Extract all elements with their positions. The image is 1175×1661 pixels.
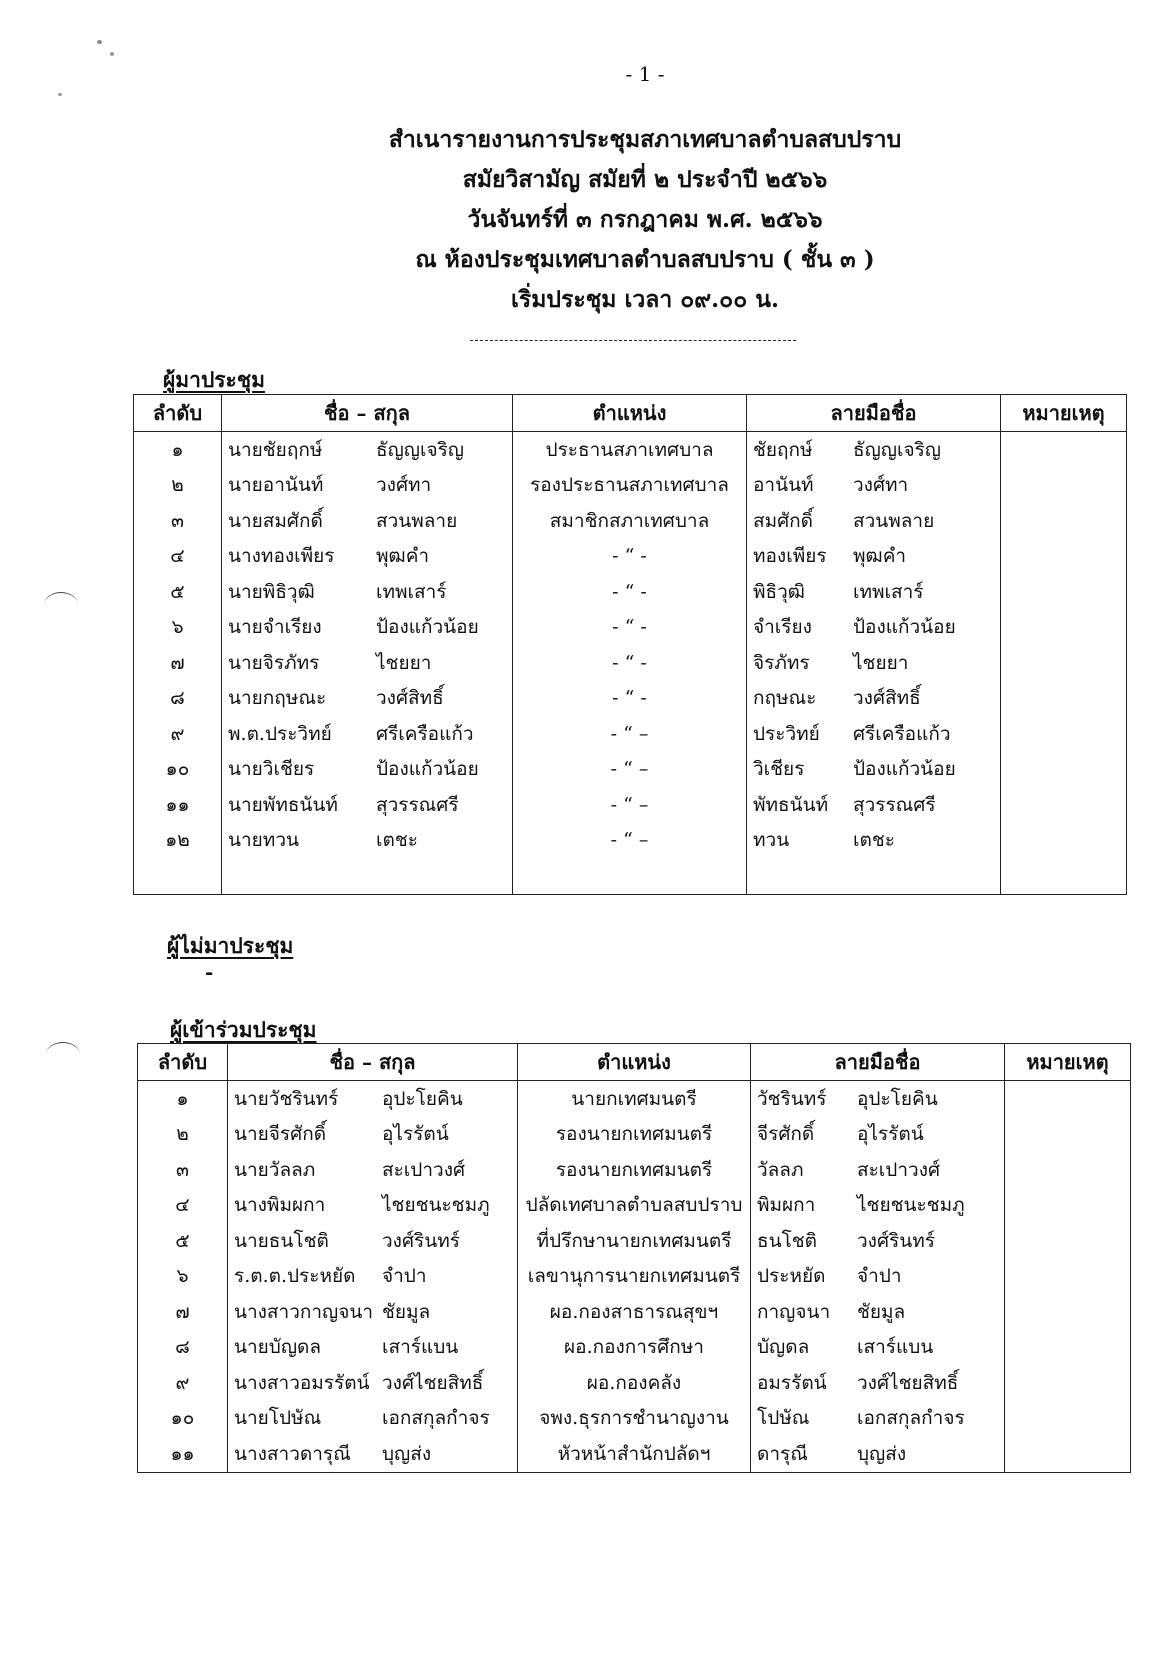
signature-last: สวนพลาย bbox=[853, 509, 935, 532]
table-row bbox=[134, 716, 1127, 752]
full-name-last: เอกสกุลกำจร bbox=[382, 1407, 490, 1430]
table-header-row bbox=[134, 395, 1127, 432]
signature bbox=[751, 1401, 1005, 1437]
full-name bbox=[222, 574, 513, 610]
remark bbox=[1005, 1223, 1131, 1259]
full-name bbox=[228, 1401, 518, 1437]
signature-first: บัญดล bbox=[757, 1336, 810, 1359]
row-number: ๕ bbox=[138, 1223, 228, 1259]
table-row bbox=[138, 1401, 1131, 1437]
full-name-last: อุไรรัตน์ bbox=[382, 1123, 449, 1146]
full-name-last: ชัยมูล bbox=[382, 1300, 431, 1323]
row-number: ๓ bbox=[138, 1152, 228, 1188]
scan-speck bbox=[58, 93, 62, 96]
full-name-last: เสาร์แบน bbox=[382, 1336, 459, 1359]
full-name-last: พุฒคำ bbox=[376, 545, 430, 568]
full-name-first: นายทวน bbox=[228, 829, 299, 852]
table-row-blank bbox=[134, 858, 1127, 894]
table-header-row bbox=[138, 1044, 1131, 1081]
signature-first: จำเรียง bbox=[753, 616, 812, 639]
position: - “ - bbox=[513, 681, 747, 717]
table-row bbox=[138, 1223, 1131, 1259]
full-name bbox=[228, 1330, 518, 1366]
full-name-first: นายพัทธนันท์ bbox=[228, 793, 338, 816]
participants-title: ผู้เข้าร่วมประชุม bbox=[170, 1017, 317, 1042]
signature bbox=[751, 1152, 1005, 1188]
signature bbox=[747, 432, 1001, 468]
blank-cell bbox=[513, 858, 747, 894]
signature-last: เอกสกุลกำจร bbox=[857, 1407, 965, 1430]
remark bbox=[1005, 1117, 1131, 1153]
full-name-first: พ.ต.ประวิทย์ bbox=[228, 722, 332, 745]
position: - “ - bbox=[513, 645, 747, 681]
signature-last: วงศ์สิทธิ์ bbox=[853, 687, 921, 710]
row-number: ๙ bbox=[138, 1365, 228, 1401]
full-name bbox=[222, 468, 513, 504]
signature bbox=[747, 574, 1001, 610]
full-name-last: เตชะ bbox=[376, 829, 418, 852]
remark bbox=[1005, 1365, 1131, 1401]
table-row bbox=[138, 1365, 1131, 1401]
signature-last: สะเปาวงศ์ bbox=[857, 1158, 941, 1181]
full-name-last: ศรีเครือแก้ว bbox=[376, 722, 474, 745]
signature bbox=[747, 539, 1001, 575]
signature-first: ดารุณี bbox=[757, 1442, 808, 1465]
full-name bbox=[228, 1259, 518, 1295]
full-name-first: ร.ต.ต.ประหยัด bbox=[234, 1265, 356, 1288]
remark bbox=[1001, 574, 1127, 610]
signature-first: วัลลภ bbox=[757, 1158, 804, 1181]
remark bbox=[1001, 787, 1127, 823]
full-name-first: นางพิมผกา bbox=[234, 1194, 326, 1217]
remark bbox=[1005, 1330, 1131, 1366]
full-name-first: นายจำเรียง bbox=[228, 616, 322, 639]
full-name bbox=[228, 1081, 518, 1117]
row-number: ๗ bbox=[134, 645, 222, 681]
position: รองนายกเทศมนตรี bbox=[518, 1152, 751, 1188]
signature-last: ป้องแก้วน้อย bbox=[853, 616, 956, 639]
signature-first: โปษัณ bbox=[757, 1407, 810, 1430]
row-number: ๘ bbox=[138, 1330, 228, 1366]
row-number: ๒ bbox=[134, 468, 222, 504]
signature bbox=[751, 1081, 1005, 1117]
column-header: หมายเหตุ bbox=[1005, 1044, 1131, 1081]
signature-first: ทวน bbox=[753, 829, 790, 852]
full-name bbox=[222, 645, 513, 681]
table-row bbox=[134, 610, 1127, 646]
signature bbox=[751, 1294, 1005, 1330]
position: ผอ.กองสาธารณสุขฯ bbox=[518, 1294, 751, 1330]
header-line-4: ณ ห้องประชุมเทศบาลตำบลสบปราบ ( ชั้น ๓ ) bbox=[415, 246, 875, 273]
row-number: ๔ bbox=[138, 1188, 228, 1224]
signature-first: สมศักดิ์ bbox=[753, 509, 814, 532]
remark bbox=[1005, 1436, 1131, 1472]
absentees-value: - bbox=[205, 960, 214, 984]
position: - “ – bbox=[513, 752, 747, 788]
full-name bbox=[222, 823, 513, 859]
signature bbox=[751, 1436, 1005, 1472]
position: ผอ.กองการศึกษา bbox=[518, 1330, 751, 1366]
table-row bbox=[134, 574, 1127, 610]
row-number: ๗ bbox=[138, 1294, 228, 1330]
signature bbox=[751, 1223, 1005, 1259]
table-row bbox=[138, 1152, 1131, 1188]
row-number: ๑๐ bbox=[134, 752, 222, 788]
row-number: ๑๑ bbox=[134, 787, 222, 823]
row-number: ๙ bbox=[134, 716, 222, 752]
signature-last: อุปะโยคิน bbox=[857, 1087, 938, 1110]
full-name-first: นายวิเชียร bbox=[228, 758, 315, 781]
attendees-table bbox=[133, 394, 1127, 895]
remark bbox=[1005, 1152, 1131, 1188]
position: - “ – bbox=[513, 823, 747, 859]
signature bbox=[747, 610, 1001, 646]
scan-arc bbox=[46, 1042, 80, 1067]
signature-last: ป้องแก้วน้อย bbox=[853, 758, 956, 781]
remark bbox=[1001, 645, 1127, 681]
full-name-last: วงศ์สิทธิ์ bbox=[376, 687, 444, 710]
remark bbox=[1005, 1401, 1131, 1437]
signature-first: พิธิวุฒิ bbox=[753, 580, 805, 603]
position: - “ – bbox=[513, 787, 747, 823]
signature bbox=[751, 1365, 1005, 1401]
signature-first: จีรศักดิ์ bbox=[757, 1123, 815, 1146]
row-number: ๑๐ bbox=[138, 1401, 228, 1437]
position: เลขานุการนายกเทศมนตรี bbox=[518, 1259, 751, 1295]
signature-first: วัชรินทร์ bbox=[757, 1087, 827, 1110]
table-row bbox=[138, 1259, 1131, 1295]
remark bbox=[1001, 432, 1127, 468]
row-number: ๒ bbox=[138, 1117, 228, 1153]
remark bbox=[1001, 503, 1127, 539]
row-number: ๖ bbox=[134, 610, 222, 646]
table-row bbox=[134, 539, 1127, 575]
blank-cell bbox=[747, 858, 1001, 894]
signature bbox=[747, 823, 1001, 859]
position: ที่ปรึกษานายกเทศมนตรี bbox=[518, 1223, 751, 1259]
row-number: ๑ bbox=[134, 432, 222, 468]
row-number: ๘ bbox=[134, 681, 222, 717]
table-row bbox=[134, 645, 1127, 681]
position: นายกเทศมนตรี bbox=[518, 1081, 751, 1117]
column-header: ลำดับ bbox=[134, 395, 222, 432]
signature bbox=[747, 645, 1001, 681]
signature bbox=[747, 787, 1001, 823]
column-header: ลายมือชื่อ bbox=[747, 395, 1001, 432]
signature-last: เตชะ bbox=[853, 829, 895, 852]
full-name bbox=[222, 752, 513, 788]
position: สมาชิกสภาเทศบาล bbox=[513, 503, 747, 539]
page-number: - 1 - bbox=[625, 62, 665, 86]
full-name bbox=[222, 716, 513, 752]
position: หัวหน้าสำนักปลัดฯ bbox=[518, 1436, 751, 1472]
signature-first: ชัยฤกษ์ bbox=[753, 438, 813, 461]
full-name-last: สวนพลาย bbox=[376, 509, 458, 532]
signature-first: จิรภัทร bbox=[753, 651, 810, 674]
remark bbox=[1001, 681, 1127, 717]
full-name bbox=[222, 503, 513, 539]
remark bbox=[1001, 716, 1127, 752]
attendees-title: ผู้มาประชุม bbox=[163, 367, 265, 392]
column-header: ชื่อ – สกุล bbox=[222, 395, 513, 432]
scan-speck bbox=[97, 40, 102, 44]
position: ปลัดเทศบาลตำบลสบปราบ bbox=[518, 1188, 751, 1224]
signature bbox=[751, 1117, 1005, 1153]
full-name-last: เทพเสาร์ bbox=[376, 580, 447, 603]
remark bbox=[1005, 1188, 1131, 1224]
signature-last: ศรีเครือแก้ว bbox=[853, 722, 951, 745]
signature-last: เทพเสาร์ bbox=[853, 580, 924, 603]
signature-last: อุไรรัตน์ bbox=[857, 1123, 924, 1146]
full-name-first: นายวัชรินทร์ bbox=[234, 1087, 339, 1110]
full-name-first: นายอานันท์ bbox=[228, 474, 324, 497]
signature-first: ประหยัด bbox=[757, 1265, 826, 1288]
remark bbox=[1005, 1081, 1131, 1117]
signature bbox=[747, 503, 1001, 539]
table-row bbox=[138, 1117, 1131, 1153]
full-name bbox=[228, 1117, 518, 1153]
full-name-last: ไชยชนะชมภู bbox=[382, 1194, 490, 1217]
full-name-first: นายจิรภัทร bbox=[228, 651, 320, 674]
signature bbox=[751, 1259, 1005, 1295]
signature-last: วงศ์รินทร์ bbox=[857, 1229, 935, 1252]
signature-last: วงศ์ไชยสิทธิ์ bbox=[857, 1371, 959, 1394]
full-name bbox=[222, 610, 513, 646]
column-header: ชื่อ – สกุล bbox=[228, 1044, 518, 1081]
full-name-last: สุวรรณศรี bbox=[376, 793, 459, 816]
full-name-first: นายโปษัณ bbox=[234, 1407, 322, 1430]
table-row bbox=[134, 681, 1127, 717]
table-row bbox=[138, 1081, 1131, 1117]
table-row bbox=[138, 1294, 1131, 1330]
full-name-last: จำปา bbox=[382, 1265, 427, 1288]
full-name-first: นายพิธิวุฒิ bbox=[228, 580, 315, 603]
position: ประธานสภาเทศบาล bbox=[513, 432, 747, 468]
signature-last: เสาร์แบน bbox=[857, 1336, 934, 1359]
header-divider bbox=[470, 340, 796, 341]
signature bbox=[747, 681, 1001, 717]
full-name-last: บุญส่ง bbox=[382, 1442, 432, 1465]
table-row bbox=[138, 1436, 1131, 1472]
full-name bbox=[228, 1436, 518, 1472]
signature-first: กาญจนา bbox=[757, 1300, 831, 1323]
signature-last: ธัญญเจริญ bbox=[853, 438, 941, 461]
signature-last: ชัยมูล bbox=[857, 1300, 906, 1323]
full-name-last: ป้องแก้วน้อย bbox=[376, 616, 479, 639]
full-name-last: อุปะโยคิน bbox=[382, 1087, 463, 1110]
signature-first: วิเชียร bbox=[753, 758, 805, 781]
table-row bbox=[134, 432, 1127, 468]
full-name-first: นายวัลลภ bbox=[234, 1158, 316, 1181]
full-name-last: สะเปาวงศ์ bbox=[382, 1158, 466, 1181]
row-number: ๖ bbox=[138, 1259, 228, 1295]
signature-first: ประวิทย์ bbox=[753, 722, 820, 745]
remark bbox=[1001, 468, 1127, 504]
full-name-last: วงศ์รินทร์ bbox=[382, 1229, 460, 1252]
column-header: หมายเหตุ bbox=[1001, 395, 1127, 432]
full-name-last: ธัญญเจริญ bbox=[376, 438, 464, 461]
header-line-5: เริ่มประชุม เวลา ๐๙.๐๐ น. bbox=[511, 286, 779, 313]
position: จพง.ธุรการชำนาญงาน bbox=[518, 1401, 751, 1437]
participants-table bbox=[137, 1043, 1131, 1473]
row-number: ๑๑ bbox=[138, 1436, 228, 1472]
signature bbox=[747, 752, 1001, 788]
table-row bbox=[134, 787, 1127, 823]
position: - “ – bbox=[513, 716, 747, 752]
blank-cell bbox=[222, 858, 513, 894]
signature-last: ไชยยา bbox=[853, 651, 909, 674]
full-name bbox=[228, 1223, 518, 1259]
remark bbox=[1001, 823, 1127, 859]
full-name-first: นางสาวกาญจนา bbox=[234, 1300, 374, 1323]
column-header: ตำแหน่ง bbox=[513, 395, 747, 432]
full-name-last: วงศ์ไชยสิทธิ์ bbox=[382, 1371, 484, 1394]
signature-first: กฤษณะ bbox=[753, 687, 817, 710]
remark bbox=[1001, 610, 1127, 646]
column-header: ลายมือชื่อ bbox=[751, 1044, 1005, 1081]
position: - “ - bbox=[513, 610, 747, 646]
scan-speck bbox=[110, 52, 114, 56]
header-line-3: วันจันทร์ที่ ๓ กรกฎาคม พ.ศ. ๒๕๖๖ bbox=[467, 206, 823, 233]
full-name-first: นางสาวดารุณี bbox=[234, 1442, 351, 1465]
remark bbox=[1005, 1294, 1131, 1330]
row-number: ๕ bbox=[134, 574, 222, 610]
full-name-first: นายสมศักดิ์ bbox=[228, 509, 323, 532]
remark bbox=[1005, 1259, 1131, 1295]
signature-first: พัทธนันท์ bbox=[753, 793, 829, 816]
full-name-first: นางทองเพียร bbox=[228, 545, 335, 568]
row-number: ๔ bbox=[134, 539, 222, 575]
document-header bbox=[0, 120, 1175, 320]
signature bbox=[751, 1330, 1005, 1366]
full-name bbox=[222, 539, 513, 575]
signature-first: พิมผกา bbox=[757, 1194, 816, 1217]
full-name-first: นายบัญดล bbox=[234, 1336, 322, 1359]
signature-last: พุฒคำ bbox=[853, 545, 907, 568]
full-name bbox=[228, 1365, 518, 1401]
table-row bbox=[134, 503, 1127, 539]
row-number: ๓ bbox=[134, 503, 222, 539]
full-name-first: นายจีรศักดิ์ bbox=[234, 1123, 327, 1146]
signature-first: ทองเพียร bbox=[753, 545, 827, 568]
position: - “ - bbox=[513, 574, 747, 610]
table-row bbox=[138, 1330, 1131, 1366]
full-name-first: นายธนโชติ bbox=[234, 1229, 329, 1252]
full-name-first: นางสาวอมรรัตน์ bbox=[234, 1371, 370, 1394]
full-name bbox=[222, 432, 513, 468]
table-row bbox=[138, 1188, 1131, 1224]
full-name bbox=[222, 681, 513, 717]
column-header: ลำดับ bbox=[138, 1044, 228, 1081]
signature-last: จำปา bbox=[857, 1265, 902, 1288]
full-name-last: ไชยยา bbox=[376, 651, 432, 674]
position: รองประธานสภาเทศบาล bbox=[513, 468, 747, 504]
row-number: ๑๒ bbox=[134, 823, 222, 859]
remark bbox=[1001, 752, 1127, 788]
header-line-1: สำเนารายงานการประชุมสภาเทศบาลตำบลสบปราบ bbox=[388, 126, 902, 153]
full-name bbox=[228, 1294, 518, 1330]
signature-last: สุวรรณศรี bbox=[853, 793, 936, 816]
row-number: ๑ bbox=[138, 1081, 228, 1117]
signature-first: อานันท์ bbox=[753, 474, 814, 497]
table-row bbox=[134, 468, 1127, 504]
full-name-first: นายชัยฤกษ์ bbox=[228, 438, 323, 461]
signature-last: ไชยชนะชมภู bbox=[857, 1194, 965, 1217]
signature-first: ธนโชติ bbox=[757, 1229, 818, 1252]
position: รองนายกเทศมนตรี bbox=[518, 1117, 751, 1153]
full-name-last: วงศ์ทา bbox=[376, 474, 432, 497]
full-name-last: ป้องแก้วน้อย bbox=[376, 758, 479, 781]
blank-cell bbox=[134, 858, 222, 894]
full-name-first: นายกฤษณะ bbox=[228, 687, 327, 710]
full-name bbox=[222, 787, 513, 823]
blank-cell bbox=[1001, 858, 1127, 894]
full-name bbox=[228, 1188, 518, 1224]
full-name bbox=[228, 1152, 518, 1188]
signature bbox=[751, 1188, 1005, 1224]
table-row bbox=[134, 823, 1127, 859]
signature bbox=[747, 716, 1001, 752]
position: - “ - bbox=[513, 539, 747, 575]
column-header: ตำแหน่ง bbox=[518, 1044, 751, 1081]
absentees-title: ผู้ไม่มาประชุม bbox=[167, 933, 294, 958]
remark bbox=[1001, 539, 1127, 575]
table-row bbox=[134, 752, 1127, 788]
position: ผอ.กองคลัง bbox=[518, 1365, 751, 1401]
signature-last: วงศ์ทา bbox=[853, 474, 909, 497]
header-line-2: สมัยวิสามัญ สมัยที่ ๒ ประจำปี ๒๕๖๖ bbox=[462, 166, 828, 193]
signature-last: บุญส่ง bbox=[857, 1442, 907, 1465]
signature bbox=[747, 468, 1001, 504]
scan-arc bbox=[44, 592, 78, 617]
signature-first: อมรรัตน์ bbox=[757, 1371, 827, 1394]
